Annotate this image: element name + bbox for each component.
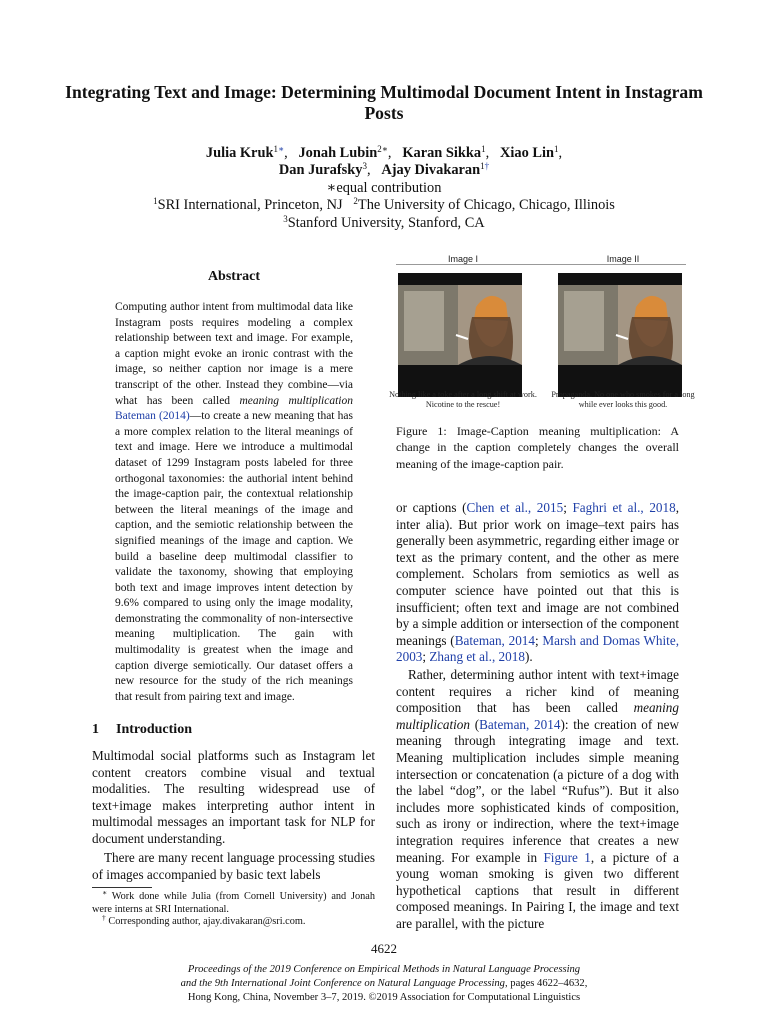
footnote <box>92 888 375 916</box>
citation-link[interactable]: Faghri et al., 2018 <box>572 500 676 515</box>
footnotes <box>92 888 375 929</box>
author-line-2 <box>60 162 708 179</box>
text-part: ). <box>524 649 533 665</box>
author-sep: , <box>485 145 493 161</box>
proceedings-line <box>60 977 708 991</box>
woman-smoking-photo <box>398 273 522 397</box>
citation-link[interactable]: Zhang et al., 2018 <box>429 649 525 665</box>
figure-panel-label: Image I <box>447 254 478 264</box>
abstract-part: Computing author intent from multimodal data like Instagram posts requires modeling a complex relationship between text and image. For example, a caption might evoke an ironic contrast with the image, so neither caption nor image is a mere transcript of the other. Instead they combine—via what has been called <box>115 301 353 407</box>
figure-panel-caption: Nothing like a toke after a long shift at work. Nicotine to the rescue! <box>389 390 537 409</box>
author-name: Dan Jurafsky <box>278 162 363 179</box>
figure-reference-link[interactable]: Figure 1 <box>543 849 591 865</box>
citation-link[interactable]: Bateman, 2014 <box>479 716 561 732</box>
author-sep: , <box>387 145 396 161</box>
body-paragraph <box>396 500 679 666</box>
author-line-1 <box>60 145 708 162</box>
figure-1 <box>386 240 699 418</box>
affiliation-2: The University of Chicago, Chicago, Illinois <box>357 197 615 214</box>
proceedings-text: , pages 4622–4632, <box>504 978 588 989</box>
author-block <box>60 145 708 232</box>
author-name: Ajay Divakaran <box>381 162 481 179</box>
photo-illustration <box>398 273 522 397</box>
footnote-mark: † <box>102 913 106 923</box>
citation-link[interactable]: Marsh and Domas White, 2003 <box>396 632 679 665</box>
text-part: ; <box>563 500 573 515</box>
author-sup: 1 <box>481 144 486 154</box>
proceedings-footer <box>60 963 708 1005</box>
footnote-rule <box>92 887 152 888</box>
footnote-text: Work done while Julia (from Cornell University) and Jonah were interns at SRI International. <box>92 891 375 915</box>
abstract-part: —to create a new meaning that has a more complex relation to the literal meanings of text and image. Here we introduce a multimodal dataset of 1299 Instagram posts labeled for three orthogonal taxonomies: the authorial intent behind the image-caption pair, the contextual relationship between the literal meanings of the image and caption, and the semiotic relationship between the signified meanings of the image and caption. We build a baseline deep multimodal classifier to validate the taxonomy, showing that employing both text and image improves intent detection by 9.6% compared to using only the image modality, demonstrating the commonality of non-intersective meaning multiplication. The gain with multimodality is greatest when the image and caption diverge semiotically. Our dataset offers a new resource for the study of the rich meanings that result from pairing text and image. <box>115 410 353 703</box>
figure-panel-label: Image II <box>606 254 640 264</box>
text-part: ; <box>422 649 430 665</box>
figure-caption: Figure 1: Image-Caption meaning multiplication: A change in the caption completely changes the overall meaning of the image-caption pair. <box>396 424 679 471</box>
text-part: ; <box>534 632 543 648</box>
equal-contribution: ∗equal contribution <box>326 179 442 196</box>
footnote-text: Corresponding author, ajay.divakaran@sri.com. <box>108 916 306 928</box>
figure-panel-caption: Propaganda. No one who smokes for a long while ever looks this good. <box>551 390 695 409</box>
affiliation-3: Stanford University, Stanford, CA <box>287 214 485 231</box>
paper-title: Integrating Text and Image: Determining Multimodal Document Intent in Instagram Posts <box>65 82 703 123</box>
page-number: 4622 <box>371 941 397 956</box>
abstract-emphasis: meaning multiplication <box>239 394 353 407</box>
author-name: Karan Sikka <box>402 145 482 161</box>
body-paragraph <box>396 667 679 933</box>
text-emphasis: meaning multiplication <box>396 700 679 732</box>
proceedings-line: Proceedings of the 2019 Conference on Empirical Methods in Natural Language Processing <box>187 964 581 975</box>
citation-link[interactable]: Bateman, 2014 <box>454 632 535 648</box>
author-sep: , <box>284 145 292 161</box>
author-name: Julia Kruk <box>205 145 274 161</box>
text-part: ): the creation of new meaning through integrating image and text. Meaning multiplication includes simple meaning intersection or concatenation (a picture of a dog with the label “dog”, or the label “Rufus”). But it also includes more sophisticated kinds of composition, such as irony or indirection, where the text+image integration requires inference that creates a new meaning. For example in <box>396 716 679 865</box>
footnote-mark: ∗ <box>102 888 108 897</box>
woman-smoking-photo <box>558 273 682 397</box>
author-mark: † <box>484 161 490 172</box>
affiliation-sup: 2 <box>353 196 358 207</box>
affiliation-sup: 1 <box>153 196 158 207</box>
author-name: Xiao Lin <box>500 145 554 161</box>
author-name: Jonah Lubin <box>298 145 378 161</box>
author-sup: 3 <box>362 161 367 172</box>
intro-paragraph: There are many recent language processing studies of images accompanied by basic text labels <box>92 850 375 882</box>
text-part: ( <box>470 716 480 732</box>
figure-divider <box>396 264 686 265</box>
proceedings-line: Hong Kong, China, November 3–7, 2019. ©2019 Association for Computational Linguistics <box>187 992 581 1003</box>
figure-panel-image-2 <box>552 240 694 418</box>
text-part: or captions ( <box>396 500 467 515</box>
text-part: Rather, determining author intent with text+image content requires a richer kind of meaning composition that has been called <box>396 667 679 716</box>
author-sup: 1 <box>480 161 485 172</box>
section-number: 1 <box>92 722 99 737</box>
intro-paragraph: Multimodal social platforms such as Instagram let content creators combine visual and textual modalities. The resulting widespread use of text+image makes interpreting author intent in multimodal messages an important task for NLP for document understanding. <box>92 748 375 846</box>
citation-link[interactable]: Chen et al., 2015 <box>466 500 564 515</box>
figure-panel-image-1 <box>389 240 537 418</box>
text-part: , inter alia). But prior work on image–text pairs has generally been asymmetric, regarding either image or text as the primary content, and the other as mere complement. Scholars from semiotics as well as computer science have pointed out that this is insufficient; often text and image are not combined by a simple addition or intersection of the component meanings ( <box>396 500 680 648</box>
author-mark: ∗ <box>277 144 285 154</box>
section-heading <box>92 722 192 738</box>
affiliation-line <box>60 197 708 214</box>
author-sup: 2∗ <box>377 144 388 154</box>
author-sep: , <box>558 145 563 161</box>
affiliation-sup: 3 <box>283 213 288 224</box>
text-part: , a picture of a young woman smoking is given two different hypothetical captions that result in different composed meanings. In Pairing I, the image and text are parallel, with the picture <box>396 849 679 931</box>
photo-illustration <box>558 273 682 397</box>
proceedings-text: and the 9th International Joint Conference on Natural Language Processing <box>180 978 505 989</box>
affiliation-line <box>60 215 708 232</box>
section-title: Introduction <box>116 722 192 737</box>
abstract-heading: Abstract <box>207 269 261 284</box>
author-sup: 1 <box>273 144 278 154</box>
abstract-text <box>115 300 353 705</box>
footnote <box>92 913 375 929</box>
affiliation-1: SRI International, Princeton, NJ <box>157 197 343 214</box>
citation-link[interactable]: Bateman (2014) <box>115 410 190 423</box>
author-sep: , <box>366 162 375 179</box>
author-sup: 1 <box>554 144 559 154</box>
